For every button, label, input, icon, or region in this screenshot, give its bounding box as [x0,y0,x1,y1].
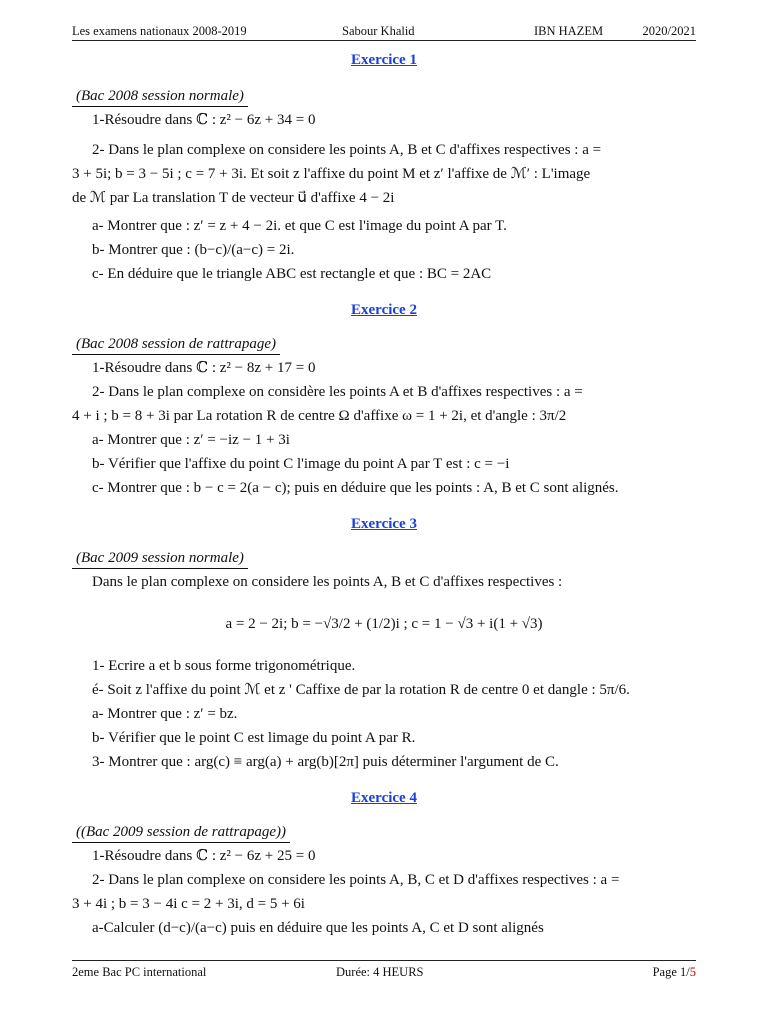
exercise-1-line: a- Montrer que : z′ = z + 4 − 2i. et que C est l'image du point A par T. [92,218,507,234]
header-author: Sabour Khalid [342,24,415,38]
exercise-4-line: 1-Résoudre dans ℂ : z² − 6z + 25 = 0 [92,848,316,864]
exercise-3-line: 3- Montrer que : arg(c) ≡ arg(a) + arg(b)[2π] puis déterminer l'argument de C. [92,754,559,770]
exercise-1-line: c- En déduire que le triangle ABC est rectangle et que : BC = 2AC [92,266,492,282]
exercise-3-line: é- Soit z l'affixe du point ℳ et z ' Caffixe de par la rotation R de centre 0 et dangle : 5π/6. [92,682,630,698]
exercise-2-line: a- Montrer que : z′ = −iz − 1 + 3i [92,432,290,448]
exercise-2-title: Exercice 2 [351,302,417,318]
exercise-3-line: a- Montrer que : z′ = bz. [92,706,238,722]
exercise-2-line: 4 + i ; b = 8 + 3i par La rotation R de centre Ω d'affixe ω = 1 + 2i, et d'angle : 3π/2 [72,408,567,424]
exercise-1-line: 1-Résoudre dans ℂ : z² − 6z + 34 = 0 [92,112,316,128]
exercise-2-line: c- Montrer que : b − c = 2(a − c); puis en déduire que les points : A, B et C sont alignés. [92,480,619,496]
exercise-1-line: b- Montrer que : (b−c)/(a−c) = 2i. [92,242,295,258]
exercise-3-session: (Bac 2009 session normale) [72,548,248,569]
exercise-1-title: Exercice 1 [351,52,417,68]
footer-page-total[interactable]: 5 [689,965,696,979]
exercise-2-line: b- Vérifier que l'affixe du point C l'image du point A par T est : c = −i [92,456,510,472]
exercise-4-title: Exercice 4 [351,790,417,806]
exercise-2-line: 2- Dans le plan complexe on considère les points A et B d'affixes respectives : a = [92,384,583,400]
exercise-1-line: 3 + 5i; b = 3 − 5i ; c = 7 + 3i. Et soit z l'affixe du point M et z′ l'affixe de ℳ′ : L'image [72,166,591,182]
footer-class: 2eme Bac PC international [72,965,207,979]
header-school: IBN HAZEM [534,24,604,38]
exam-content [72,48,696,940]
exercise-3-line: 1- Ecrire a et b sous forme trigonométrique. [92,658,356,674]
exercise-3-title: Exercice 3 [351,516,417,532]
header-exam-title: Les examens nationaux 2008-2019 [72,24,247,38]
footer-page-label: Page 1/ [652,965,690,979]
exercise-1-session: (Bac 2008 session normale) [72,86,248,107]
exercise-4-session: ((Bac 2009 session de rattrapage)) [72,822,290,843]
footer-duration: Durée: 4 HEURS [336,965,424,979]
header-year: 2020/2021 [642,24,696,38]
exercise-3-intro: Dans le plan complexe on considere les points A, B et C d'affixes respectives : [92,574,563,590]
exercise-4-line: 2- Dans le plan complexe on considere les points A, B, C et D d'affixes respectives : a = [92,872,620,888]
exercise-2-session: (Bac 2008 session de rattrapage) [72,334,280,355]
exercise-1-line: de ℳ par La translation T de vecteur u⃗ d'affixe 4 − 2i [72,190,395,206]
exercise-3-line: b- Vérifier que le point C est limage du point A par R. [92,730,416,746]
exercise-4-line: a-Calculer (d−c)/(a−c) puis en déduire que les points A, C et D sont alignés [92,920,544,936]
page-header [72,22,696,41]
exercise-3-formula: a = 2 − 2i; b = −√3/2 + (1/2)i ; c = 1 − √3 + i(1 + √3) [225,616,543,632]
exercise-2-line: 1-Résoudre dans ℂ : z² − 8z + 17 = 0 [92,360,316,376]
page-footer [72,960,696,983]
footer-page-number [653,965,696,980]
exercise-4-line: 3 + 4i ; b = 3 − 4i c = 2 + 3i, d = 5 + 6i [72,896,305,912]
exercise-1-line: 2- Dans le plan complexe on considere les points A, B et C d'affixes respectives : a = [92,142,602,158]
